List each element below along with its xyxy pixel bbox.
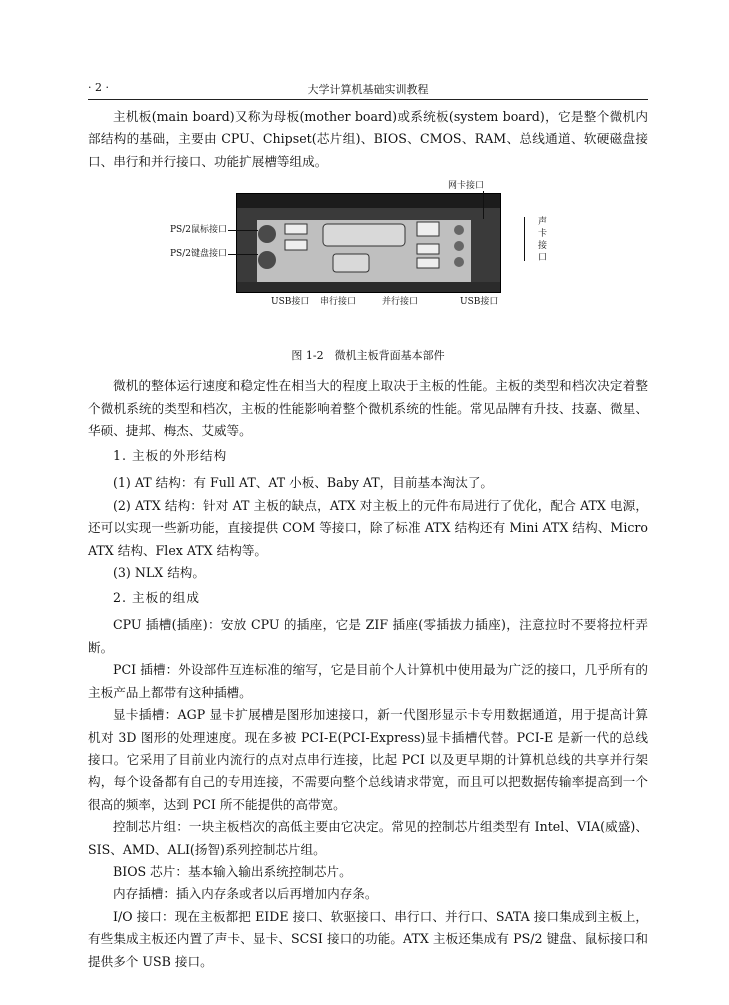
ps2-mouse-port xyxy=(258,225,276,243)
paragraph-atx: (2) ATX 结构：针对 AT 主板的缺点，ATX 对主板上的元件布局进行了优化，配合 ATX 电源，还可以实现一些新功能，直接提供 COM 等接口，除了标准 ATX 结构还有 Mini ATX 结构、Micro ATX 结构、Flex ATX 结构等。 xyxy=(88,497,648,558)
figure-caption: 图 1-2 微机主板背面基本部件 xyxy=(291,349,445,363)
paragraph-at: (1) AT 结构：有 Full AT、AT 小板、Baby AT，目前基本淘汰了。 xyxy=(113,475,494,491)
leader-network xyxy=(483,191,484,219)
running-header xyxy=(88,81,648,100)
body-text xyxy=(88,106,648,973)
paragraph-chipset: 控制芯片组：一块主板档次的高低主要由它决定。常见的控制芯片组类型有 Intel、VIA(威盛)、SIS、AMD、ALI(扬智)系列控制芯片组。 xyxy=(88,819,648,857)
ps2-keyboard-port xyxy=(258,251,276,269)
motherboard-io-panel-photo xyxy=(236,193,501,293)
paragraph-memory: 内存插槽：插入内存条或者以后再增加内存条。 xyxy=(113,886,378,902)
paragraph-io: I/O 接口：现在主板都把 EIDE 接口、软驱接口、串行口、并行口、SATA 接口集成到主板上，有些集成主板还内置了声卡、显卡、SCSI 接口的功能。ATX 主板还集成有 PS/2 键盘、鼠标接口和提供多个 USB 接口。 xyxy=(88,908,648,969)
paragraph-performance: 微机的整体运行速度和稳定性在相当大的程度上取决于主板的性能。主板的类型和档次决定着整个微机系统的类型和档次，主板的性能影响着整个微机系统的性能。常见品牌有升技、技嘉、微星、华硕、捷邦、梅杰、艾威等。 xyxy=(88,378,648,439)
label-sound-1: 声 xyxy=(538,217,548,228)
heading-form-factor: 1. 主板的外形结构 xyxy=(113,448,228,464)
label-sound-2: 卡 xyxy=(538,229,548,240)
paragraph-bios: BIOS 芯片：基本输入输出系统控制芯片。 xyxy=(113,863,352,879)
label-ps2-mouse: PS/2鼠标接口 xyxy=(170,225,227,236)
paragraph-cpu: CPU 插槽(插座)：安放 CPU 的插座，它是 ZIF 插座(零插拔力插座)，注意拉时不要将拉杆弄断。 xyxy=(88,617,648,655)
label-sound-4: 口 xyxy=(538,253,548,264)
leader-sound xyxy=(524,217,525,261)
page-number: · 2 · xyxy=(88,81,109,94)
paragraph-nlx: (3) NLX 结构。 xyxy=(113,565,205,581)
paragraph-intro: 主机板(main board)又称为母板(mother board)或系统板(system board)，它是整个微机内部结构的基础，主要由 CPU、Chipset(芯片组)、BIOS、CMOS、RAM、总线通道、软硬磁盘接口、串行和并行接口、功能扩展槽等组成。 xyxy=(88,109,648,169)
network-port xyxy=(417,222,439,236)
paragraph-agp: 显卡插槽：AGP 显卡扩展槽是图形加速接口，新一代图形显示卡专用数据通道，用于提高计算机对 3D 图形的处理速度。现在多被 PCI-E(PCI-Express)显卡插槽代替。PCI-E 是新一代的总线接口。它采用了目前业内流行的点对点串行连接，比起 PCI 以及更早期的计算机总线的共享并行架构，每个设备都有自己的专用连接，不需要向整个总线请求带宽，而且可以把数据传输率提高到一个很高的频率，达到 PCI 所不能提供的高带宽。 xyxy=(88,707,648,812)
label-parallel: 并行接口 xyxy=(382,297,419,308)
paragraph-pci: PCI 插槽：外设部件互连标准的缩写，它是目前个人计算机中使用最为广泛的接口，几乎所有的主板产品上都带有这种插槽。 xyxy=(88,662,648,700)
figure-motherboard-back xyxy=(88,179,648,341)
book-title: 大学计算机基础实训教程 xyxy=(307,83,429,96)
label-sound-3: 接 xyxy=(538,241,548,252)
parallel-port xyxy=(323,224,405,246)
serial-port xyxy=(333,254,369,272)
label-ps2-keyboard: PS/2键盘接口 xyxy=(170,249,227,260)
label-serial: 串行接口 xyxy=(320,297,357,308)
label-usb-left: USB接口 xyxy=(271,297,310,308)
leader-ps2-mouse xyxy=(228,230,258,231)
heading-components: 2. 主板的组成 xyxy=(113,590,200,606)
leader-ps2-keyboard xyxy=(228,254,258,255)
label-network: 网卡接口 xyxy=(448,181,485,192)
label-usb-right: USB接口 xyxy=(460,297,499,308)
